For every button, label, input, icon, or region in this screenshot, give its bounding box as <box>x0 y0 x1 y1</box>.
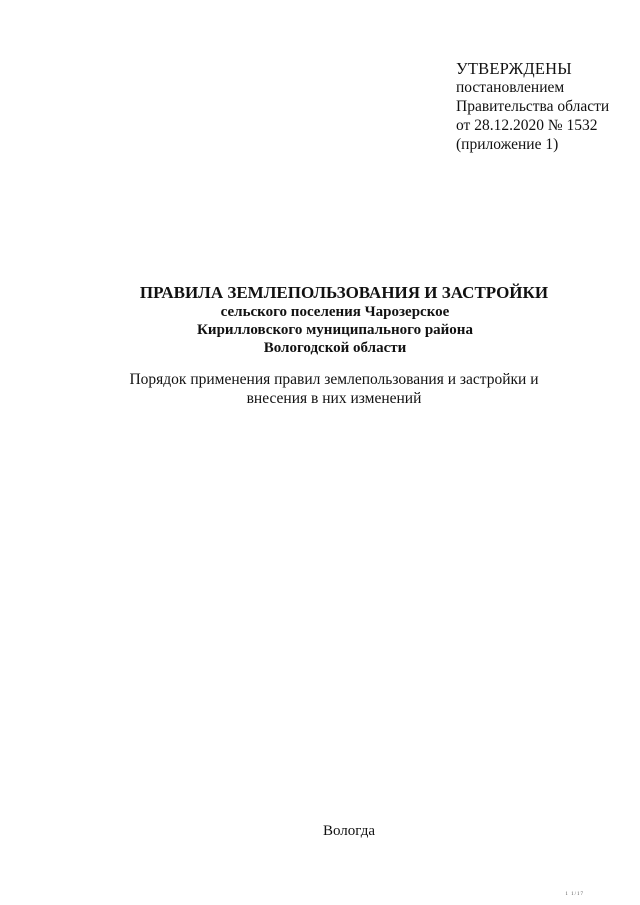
title-main: ПРАВИЛА ЗЕМЛЕПОЛЬЗОВАНИЯ И ЗАСТРОЙКИ <box>139 283 549 302</box>
city-name: Вологда <box>323 823 375 839</box>
title-settlement: сельского поселения Чарозерское <box>220 304 450 320</box>
procedure-line: внесения в них изменений <box>246 390 422 407</box>
approval-date-number: от 28.12.2020 № 1532 <box>456 117 598 134</box>
approval-heading: УТВЕРЖДЕНЫ <box>456 59 572 78</box>
procedure-subtitle <box>0 370 640 408</box>
document-title <box>0 283 640 357</box>
page-marker: 1 1/17 <box>565 892 584 897</box>
title-region: Вологодской области <box>263 340 407 356</box>
approval-stamp <box>456 59 636 154</box>
approval-line: постановлением <box>456 79 565 96</box>
procedure-line: Порядок применения правил землепользования и застройки и <box>129 371 539 388</box>
approval-line: Правительства области <box>456 98 610 115</box>
approval-appendix: (приложение 1) <box>456 136 559 153</box>
title-district: Кирилловского муниципального района <box>197 322 473 338</box>
